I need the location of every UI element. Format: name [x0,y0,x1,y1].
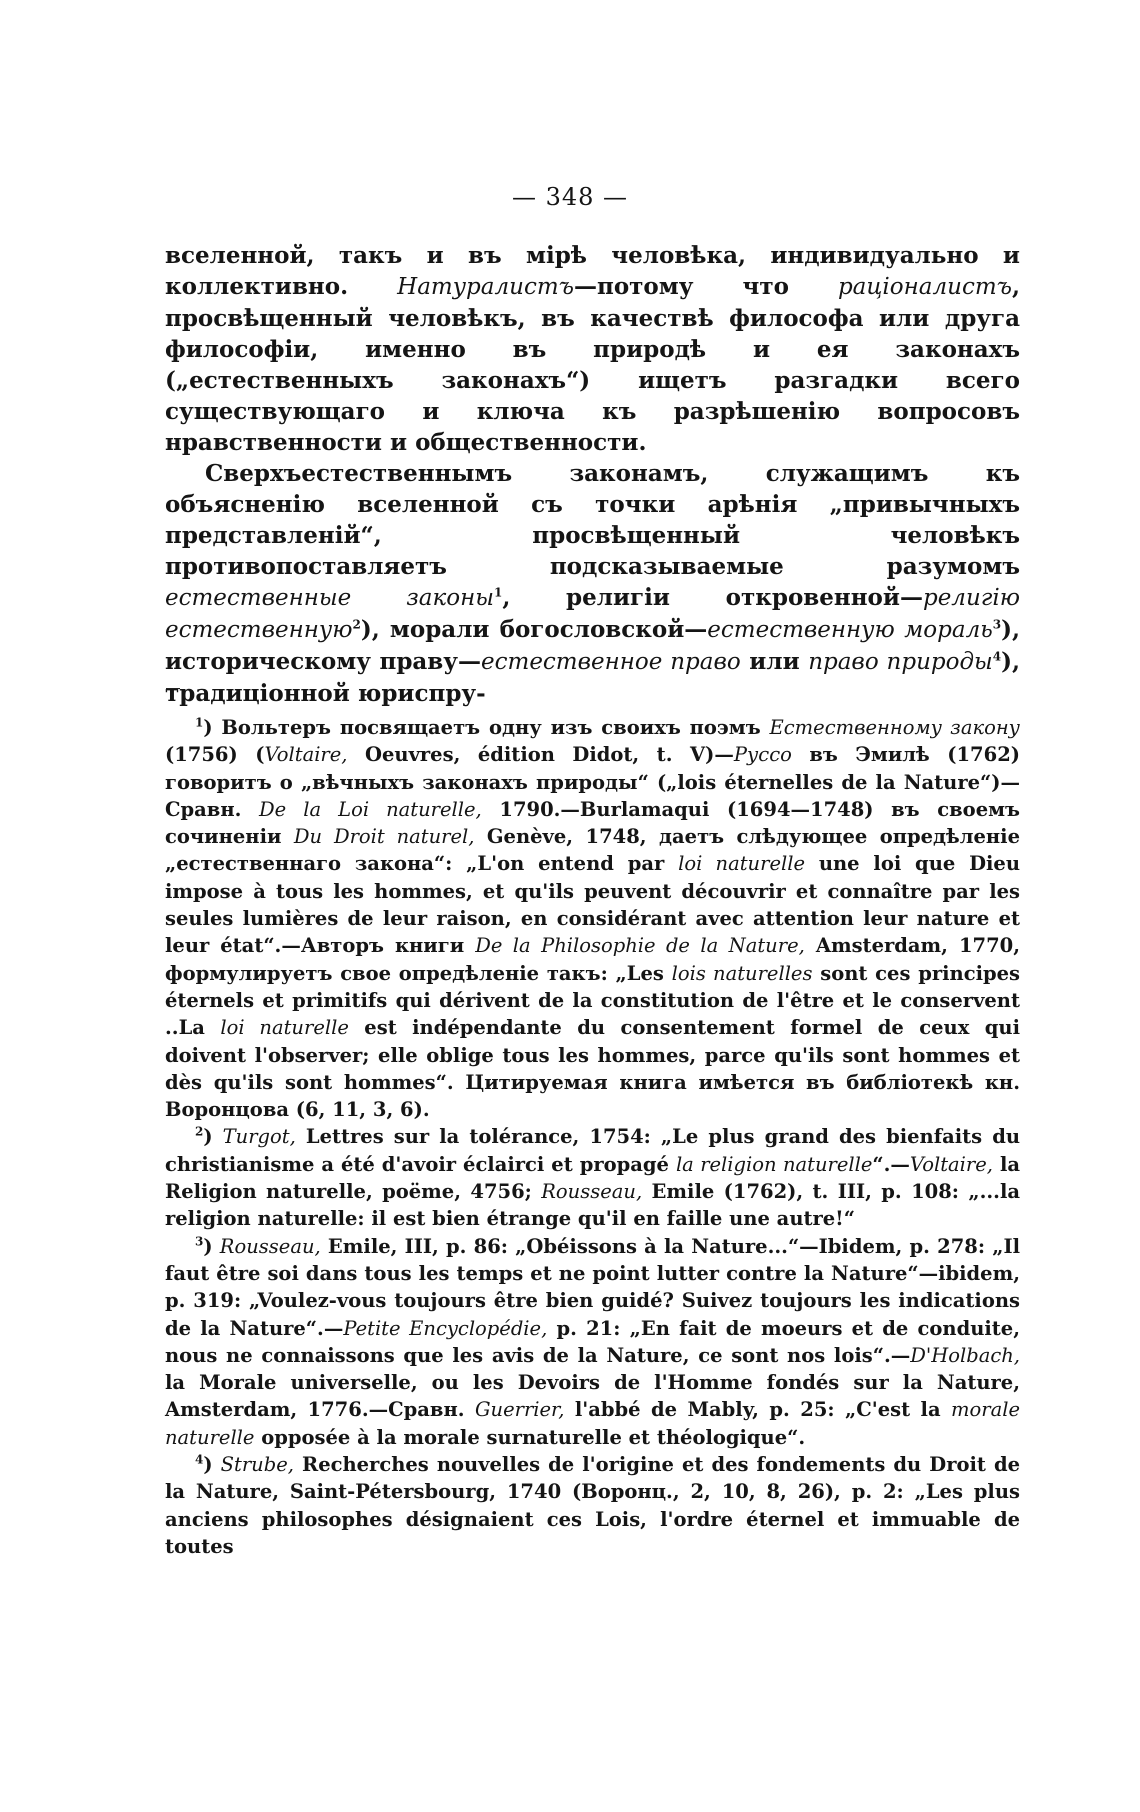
footnote-ref: 1 [493,585,503,600]
italic-term: Rousseau, [219,1234,321,1258]
text-run: Lettres sur la tolérance, 1754: „Le plus grand des bienfaits du christianisme a été d'avoir éclairci et propagé [165,1125,1021,1176]
text-run: ) [203,1125,223,1149]
italic-term: естественные законы [165,585,494,611]
italic-term: Turgot, [222,1125,296,1149]
italic-term: раціоналистъ [837,274,1012,300]
paragraph-2 [165,458,1020,709]
text-run: sont ces principes éternels et primitifs qui dérivent de la constitution de l'être et le conservent ..La [165,961,1020,1040]
footnote-number: 1 [195,715,204,730]
text-run: ) Вольтеръ посвящаетъ одну изъ своихъ поэмъ [203,716,770,739]
text-run: Emile (1762), t. III, p. 108: „...la religion naturelle: il est bien étrange qu'il en faille une autre!“ [165,1180,1020,1231]
text-run: ) [203,1453,221,1477]
italic-term: morale naturelle [165,1398,1020,1449]
text-run: opposée à la morale surnaturelle et théologique“. [254,1425,806,1449]
footnote-number: 4 [195,1452,204,1467]
italic-term: естественную мораль [707,617,993,643]
text-run: est indépendante du consentement formel de ceux qui doivent l'observer; elle oblige tous les hommes, parce qu'ils sont hommes et dès qu'ils sont hommes“. Цитируемая книга имѣется въ библіотекѣ кн. Воронцова (6, 11, 3, 6). [165,1016,1020,1122]
main-text [165,240,1020,709]
italic-term: De la Loi naturelle, [259,797,482,821]
italic-term: Strube, [220,1453,294,1477]
italic-term: loi naturelle [220,1016,349,1040]
italic-term: D'Holbach, [910,1343,1020,1367]
text-run: —потому что [573,273,838,300]
italic-term: la religion naturelle [675,1152,873,1176]
italic-term: Естественному закону [769,716,1020,739]
footnote-2 [165,1123,1020,1232]
text-run: ), морали богословской— [360,616,708,643]
footnote-ref: 2 [352,617,361,632]
italic-term: Voltaire, [909,1152,993,1176]
text-run: Recherches nouvelles de l'origine et des fondements du Droit de la Nature, Saint-Pétersbourg, 1740 (Воронц., 2, 10, 8, 26), p. 2: „Les plus anciens philosophes désignaient ces Lois, l'ordre éternel et immuable de toutes [165,1453,1020,1558]
italic-term: Du Droit naturel, [293,825,475,849]
text-run: , просвѣщенный человѣкъ, въ качествѣ философа или друга философіи, именно въ природѣ и ея законахъ („естественныхъ законахъ“) ищетъ разгадки всего существующаго и ключа къ разрѣшенію вопросовъ нравственности и общественности. [165,273,1020,456]
italic-term: Petite Encyclopédie, [343,1316,548,1340]
italic-term: lois naturelles [671,961,813,985]
italic-term: Руссо [733,743,792,767]
footnote-ref: 4 [992,649,1002,664]
italic-term: религію естественную [165,585,1020,643]
text-run: (1756) ( [165,743,265,767]
italic-term: право природы [808,649,993,675]
text-run: Genève, 1748, даетъ слѣдующее опредѣленіе „естественнаго закона“: „L'on entend par [165,825,1020,876]
footnote-separator [166,688,180,689]
text-run: une loi que Dieu impose à tous les hommes, et qu'ils peuvent découvrir et connaître par les seules lumières de leur raison, en considérant avec attention leur nature et leur état“.—Авторъ книги [165,852,1021,958]
text-run: ), историческому праву— [165,616,1020,675]
text-run: , религіи откровенной— [502,584,923,611]
italic-term: естественное право [481,649,741,675]
footnotes [165,714,1020,1560]
text-run: Oeuvres, édition Didot, t. V)— [347,743,734,767]
footnote-ref: 3 [992,617,1002,632]
text-run: или [740,648,809,675]
text-run: “.— [872,1152,910,1176]
text-run: l'abbé de Mably, p. 25: „C'est la [564,1398,952,1422]
text-run: вселенной, такъ и въ мірѣ человѣка, индивидуально и коллективно. [165,242,1020,300]
italic-term: Guerrier, [474,1398,565,1422]
text-run: p. 21: „En fait de moeurs et de conduite, nous ne connaissons que les avis de la Nature, ce sont nos lois“.— [165,1316,1020,1367]
text-run: la Morale universelle, ou les Devoirs de l'Homme fondés sur la Nature, Amsterdam, 1776.—Сравн. [165,1371,1020,1422]
footnote-number: 2 [195,1124,204,1139]
footnote-3 [165,1233,1020,1451]
italic-term: Натуралистъ [397,274,574,300]
page-number: — 348 — [511,183,629,211]
text-run: въ Эмилѣ (1762) говоритъ о „вѣчныхъ законахъ природы“ („lois éternelles de la Nature“)—Сравн. [165,743,1020,821]
text-run: Amsterdam, 1770, формулируетъ свое опредѣленіе такъ: „Les [165,934,1021,985]
paragraph-1 [165,240,1020,458]
text-run: ) [203,1234,220,1258]
text-run: ), традиціонной юриспру- [165,648,1021,707]
italic-term: De la Philosophie de la Nature, [475,934,805,958]
footnote-1 [165,714,1020,1123]
footnote-number: 3 [195,1234,204,1249]
italic-term: loi naturelle [678,852,805,876]
text-run: la Religion naturelle, poëme, 4756; [165,1152,1020,1204]
text-run: Emile, III, p. 86: „Obéissons à la Nature...“—Ibidem, p. 278: „Il faut être soi dans tous les temps et ne point lutter contre la Nature“—ibidem, p. 319: „Voulez-vous toujours être bien guidé? Suivez toujours les indications de la Nature“.— [165,1234,1020,1340]
italic-term: Rousseau, [541,1180,643,1204]
italic-term: Voltaire, [264,743,348,767]
text-run: Сверхъестественнымъ законамъ, служащимъ къ объясненію вселенной съ точки арѣнія „привычныхъ представленій“, просвѣщенный человѣкъ противопоставляетъ подсказываемые разумомъ [165,460,1020,580]
footnote-4 [165,1451,1020,1560]
text-run: 1790.—Burlamaqui (1694—1748) въ своемъ сочиненіи [165,797,1020,849]
